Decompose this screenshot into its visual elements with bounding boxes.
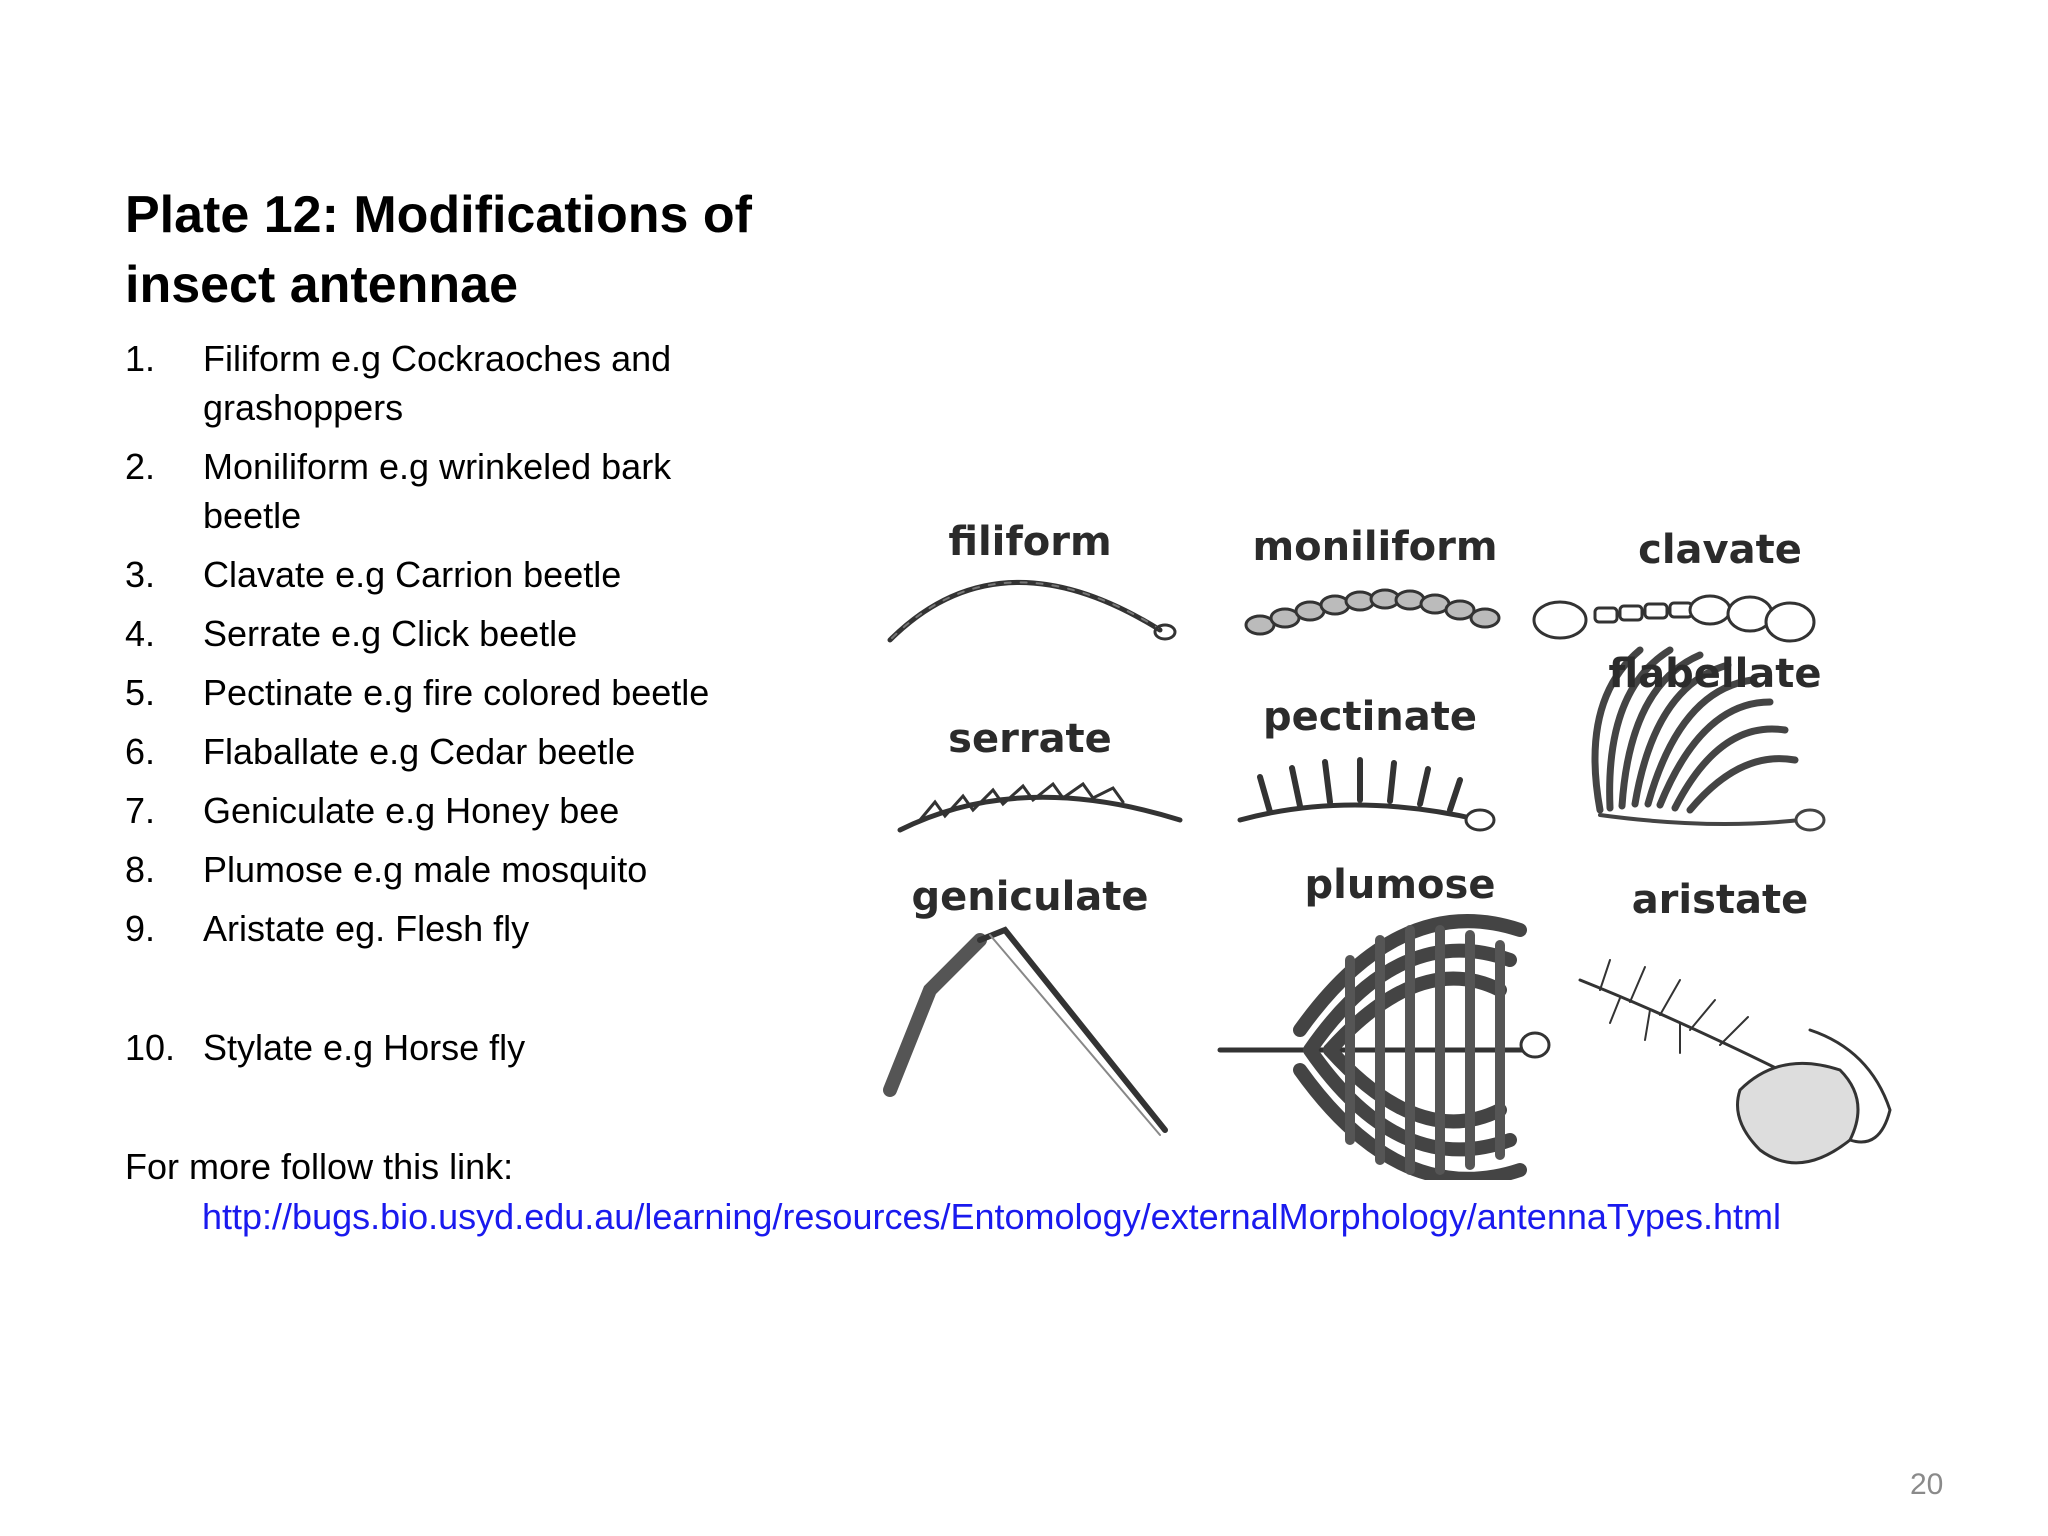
pectinate-label: pectinate [1262,694,1478,740]
moniliform-antenna-drawing [1246,590,1499,634]
filiform-label: filiform [948,519,1112,565]
list-item-text: Serrate e.g Click beetle [203,613,578,654]
clavate-antenna-drawing [1534,596,1814,641]
aristate-antenna-drawing [1580,960,1890,1163]
list-item-text: Filiform e.g Cockraoches and grashoppers [203,338,672,428]
antenna-illustrations [880,490,2000,1180]
more-info-label: For more follow this link: [125,1146,514,1187]
list-item-text: Stylate e.g Horse fly [203,1027,526,1068]
list-item-text: Clavate e.g Carrion beetle [203,554,622,595]
list-item-text: Plumose e.g male mosquito [203,849,648,890]
geniculate-antenna-drawing [890,930,1165,1135]
filiform-antenna-drawing [890,582,1175,640]
page-number: 20 [1910,1468,1944,1501]
list-item: 2. Moniliform e.g wrinkeled bark beetle [125,446,672,536]
aristate-label: aristate [1631,877,1809,923]
list-item-text: Moniliform e.g wrinkeled bark beetle [203,446,672,536]
list-item: 10. Stylate e.g Horse fly [125,1027,526,1068]
list-item: 9. Aristate eg. Flesh fly [125,908,530,949]
plumose-antenna-drawing [1220,921,1549,1179]
list-item: 4. Serrate e.g Click beetle [125,613,578,654]
antenna-types-figure [880,490,2000,1180]
serrate-antenna-drawing [900,784,1180,830]
list-item-text: Pectinate e.g fire colored beetle [203,672,710,713]
slide-title: Plate 12: Modifications of insect antennae [125,186,752,314]
moniliform-label: moniliform [1252,524,1498,570]
pectinate-antenna-drawing [1240,760,1494,830]
list-item: 5. Pectinate e.g fire colored beetle [125,672,710,713]
list-item-text: Flaballate e.g Cedar beetle [203,731,636,772]
antenna-types-link[interactable]: http://bugs.bio.usyd.edu.au/learning/resources/Entomology/externalMorphology/antennaTypes.html [202,1196,1781,1237]
list-item: 7. Geniculate e.g Honey bee [125,790,620,831]
plumose-label: plumose [1304,862,1496,908]
list-item: 1. Filiform e.g Cockraoches and grashoppers [125,338,672,428]
list-item-text: Geniculate e.g Honey bee [203,790,620,831]
list-item: 6. Flaballate e.g Cedar beetle [125,731,636,772]
geniculate-label: geniculate [911,874,1149,920]
flabellate-label: flabellate [1608,651,1822,697]
serrate-label: serrate [948,716,1112,762]
antenna-types-list [125,334,765,1082]
clavate-label: clavate [1638,527,1802,573]
list-item: 3. Clavate e.g Carrion beetle [125,554,622,595]
list-item-text: Aristate eg. Flesh fly [203,908,530,949]
list-item: 8. Plumose e.g male mosquito [125,849,648,890]
